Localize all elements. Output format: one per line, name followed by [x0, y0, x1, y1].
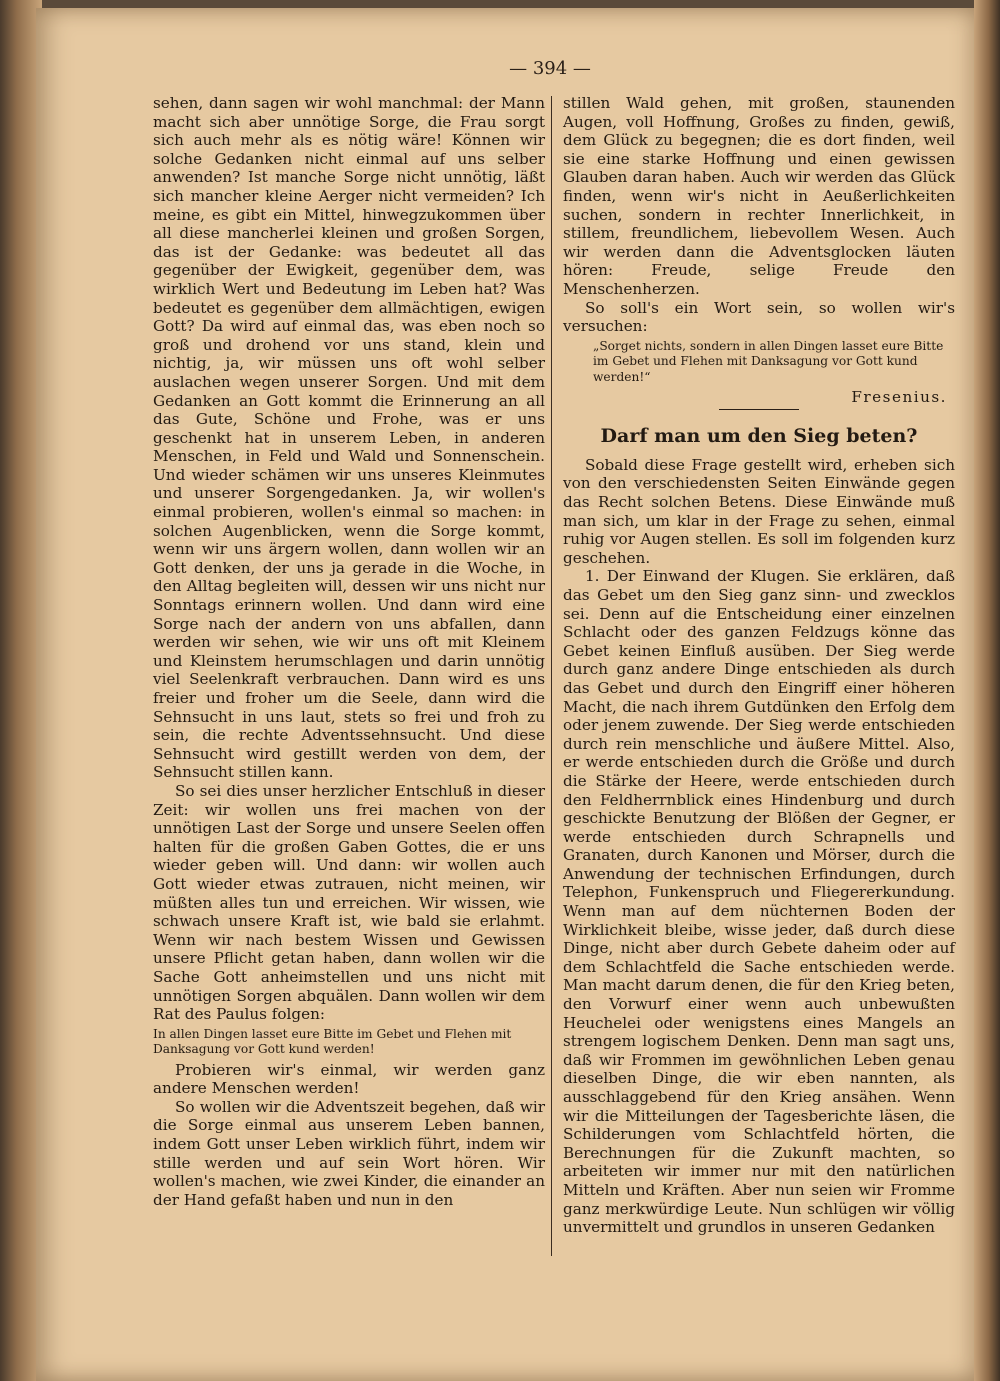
page-edge: [974, 0, 1000, 1381]
left-paragraph-1: sehen, dann sagen wir wohl manchmal: der Mann macht sich aber unnötige Sorge, die Frau sorgt sich auch mehr als es nötig wäre! Können wir solche Gedanken nicht einmal auf uns selber anwenden? Ist manche Sorge nicht unnötig, läßt sich mancher kleine Aerger nicht vermeiden? Ich meine, es gibt ein Mittel, hinwegzukommen über all diese mancherlei kleinen und großen Sorgen, das ist der Gedanke: was bedeutet all das gegenüber der Ewigkeit, gegenüber dem, was wirklich Wert und Bedeutung im Leben hat? Was bedeutet es gegenüber dem allmächtigen, ewigen Gott? Da wird auf einmal das, was eben noch so groß und drohend vor uns stand, klein und nichtig, ja, wir müssen uns oft wohl selber auslachen wegen unserer Sorgen. Und mit dem Gedanken an Gott kommt die Erinnerung an all das Gute, Schöne und Frohe, was er uns geschenkt hat in unserem Leben, in anderen Menschen, in Feld und Wald und Sonnenschein. Und wieder schämen wir uns unseres Kleinmutes und unserer Sorgengedanken. Ja, wir wollen's einmal probieren, wollen's einmal so machen: in solchen Augenblicken, wenn die Sorge kommt, wenn wir uns ärgern wollen, dann wollen wir an Gott denken, der uns ja gerade in die Woche, in den Alltag begleiten will, dessen wir uns nicht nur Sonntags erinnern wollen. Und dann wird eine Sorge nach der andern von uns abfallen, dann werden wir sehen, wie wir uns oft mit Kleinem und Kleinstem herumschlagen und darin unnötig viel Seelenkraft verbrauchen. Dann wird es uns freier und froher um die Seele, dann wird die Sehnsucht in uns laut, stets so frei und froh zu sein, die rechte Adventssehnsucht. Und diese Sehnsucht wird gestillt werden von dem, der Sehnsucht stillen kann.: [153, 94, 545, 782]
left-quote: In allen Dingen lasset eure Bitte im Gebet und Flehen mit Danksagung vor Gott kund werden!: [153, 1026, 512, 1057]
column-divider: [551, 96, 552, 1256]
right-paragraph-3: Sobald diese Frage gestellt wird, erheben sich von den verschiedensten Seiten Einwände gegen das Recht solchen Betens. Diese Einwände muß man sich, um klar in der Frage zu sehen, einmal ruhig vor Augen stellen. Es soll im folgenden kurz geschehen.: [563, 455, 955, 567]
section-rule: [719, 409, 799, 410]
section-heading: Darf man um den Sieg beten?: [600, 424, 918, 447]
left-paragraph-3: Probieren wir's einmal, wir werden ganz andere Menschen werden!: [153, 1060, 545, 1098]
quote-author: Fresenius.: [851, 388, 947, 407]
right-quote: „Sorget nichts, sondern in allen Dingen lasset eure Bitte im Gebet und Flehen mit Danksagung vor Gott kund werden!“: [593, 338, 944, 384]
right-column: [563, 94, 955, 1237]
left-column: [153, 94, 545, 1209]
left-paragraph-4: So wollen wir die Adventszeit begehen, daß wir die Sorge einmal aus unserem Leben bannen, indem Gott unser Leben wirklich führt, indem wir stille werden und auf sein Wort hören. Wir wollen's machen, wie zwei Kinder, die einander an der Hand gefaßt haben und nun in den: [153, 1097, 545, 1209]
page-number: — 394 —: [509, 58, 591, 79]
right-paragraph-4: 1. Der Einwand der Klugen. Sie erklären, daß das Gebet um den Sieg ganz sinn- und zwecklos sei. Denn auf die Entscheidung einer einzelnen Schlacht oder des ganzen Feldzugs könne das Gebet keinen Einfluß ausüben. Der Sieg werde durch ganz andere Dinge entschieden als durch das Gebet und durch den Eingriff einer höheren Macht, die nach ihrem Gutdünken den Erfolg dem oder jenem zuwende. Der Sieg werde entschieden durch rein menschliche und äußere Mittel. Also, er werde entschieden durch die Größe und durch die Stärke der Heere, werde entschieden durch den Feldherrnblick eines Hindenburg und durch geschickte Benutzung der Blößen der Gegner, er werde entschieden durch Schrapnells und Granaten, durch Kanonen und Mörser, durch die Anwendung der technischen Erfindungen, durch Telephon, Funkenspruch und Fliegererkundung. Wenn man auf dem nüchternen Boden der Wirklichkeit bleibe, wisse jeder, daß durch diese Dinge, nicht aber durch Gebete daheim oder auf dem Schlachtfeld die Sache entschieden werde. Man macht darum denen, die für den Krieg beten, den Vorwurf einer wenn auch unbewußten Heuchelei oder wenigstens eines Mangels an strengem logischem Denken. Denn man sagt uns, daß wir Frommen im gewöhnlichen Leben genau dieselben Dinge, die wir eben nannten, als ausschlaggebend für den Krieg ansähen. Wenn wir die Mitteilungen der Tagesberichte läsen, die Schilderungen vom Schlachtfeld hörten, die Berechnungen für die Zukunft machten, so arbeiteten wir immer nur mit den natürlichen Mitteln und Kräften. Aber nun seien wir Fromme ganz merkwürdige Leute. Nun schlügen wir völlig unvermittelt und grundlos in unseren Gedanken: [563, 567, 955, 1237]
right-paragraph-2: So soll's ein Wort sein, so wollen wir's versuchen:: [563, 298, 955, 336]
right-paragraph-1: stillen Wald gehen, mit großen, staunenden Augen, voll Hoffnung, Großes zu finden, gewiß, dem Glück zu begegnen; die es dort finden, weil sie eine starke Hoffnung und einen gewissen Glauben daran haben. Auch wir werden das Glück finden, wenn wir's nicht in Aeußerlichkeiten suchen, sondern in rechter Innerlichkeit, in stillem, freundlichem, liebevollem Wesen. Auch wir werden dann die Adventsglocken läuten hören: Freude, selige Freude den Menschenherzen.: [563, 94, 955, 298]
left-paragraph-2: So sei dies unser herzlicher Entschluß in dieser Zeit: wir wollen uns frei machen von der unnötigen Last der Sorge und unsere Seelen offen halten für die großen Gaben Gottes, die er uns wieder geben will. Und dann: wir wollen auch Gott wieder etwas zutrauen, nicht meinen, wir müßten alles tun und erreichen. Wir wissen, wie schwach unsere Kraft ist, wie bald sie erlahmt. Wenn wir nach bestem Wissen und Gewissen unsere Pflicht getan haben, dann wollen wir die Sache Gott anheimstellen und uns nicht mit unnötigen Sorgen abquälen. Dann wollen wir dem Rat des Paulus folgen:: [153, 781, 545, 1024]
